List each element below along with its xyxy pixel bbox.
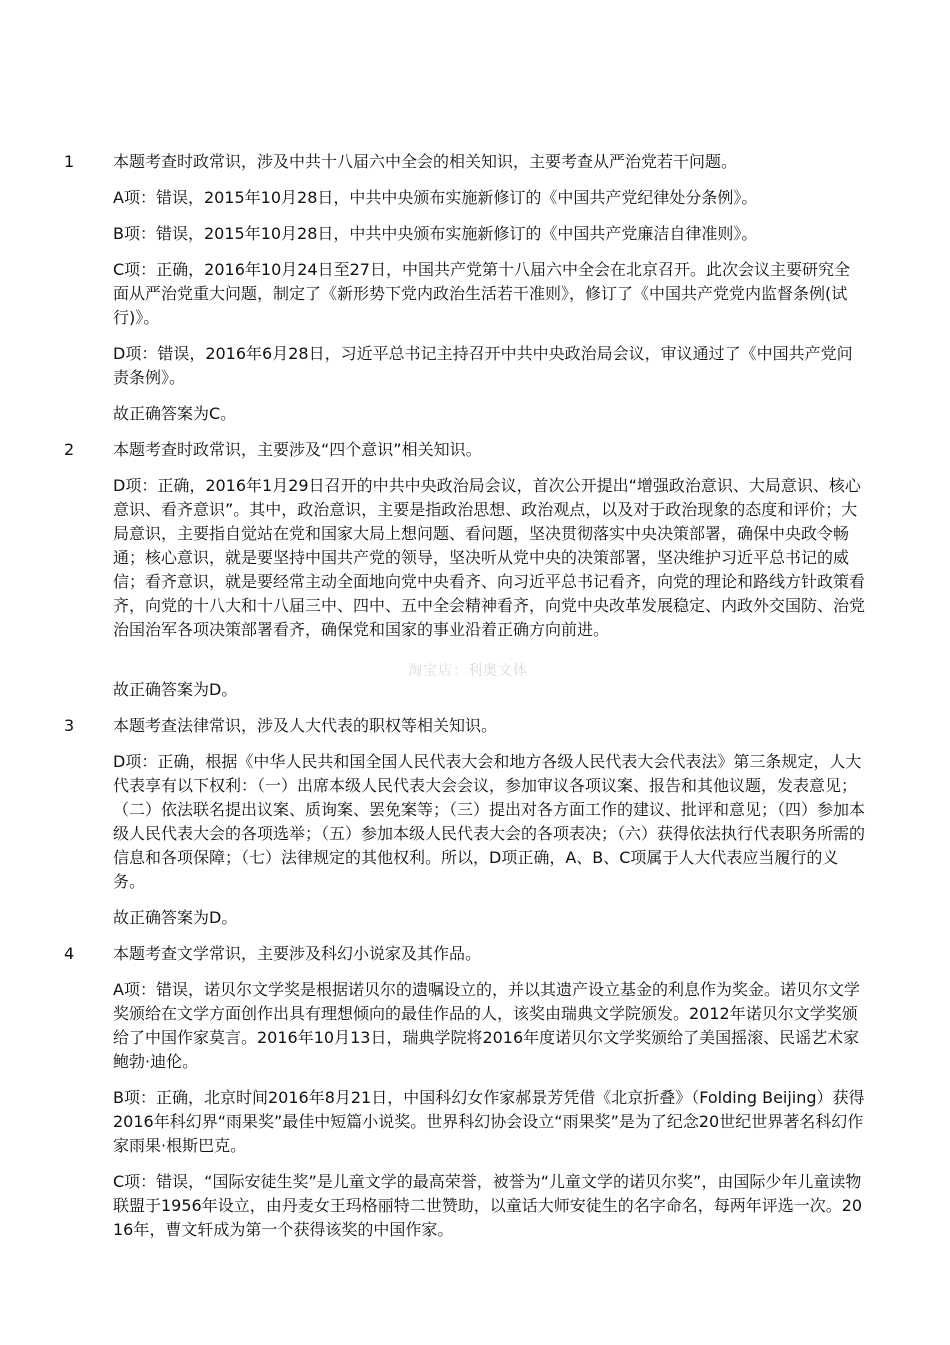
question-stem: 本题考查法律常识，涉及人大代表的职权等相关知识。 — [113, 716, 498, 735]
option-c-analysis: C项：错误，“国际安徒生奖”是儿童文学的最高荣誉，被誉为“儿童文学的诺贝尔奖”，由国际少年儿童读物联盟于1956年设立，由丹麦女王玛格丽特二世赞助，以童话大师安徒生的名字命名，每两年评选一次。2016年，曹文轩成为第一个获得该奖的中国作家。 — [113, 1172, 863, 1239]
question-stem: 本题考查时政常识，涉及中共十八届六中全会的相关知识，主要考查从严治党若干问题。 — [113, 152, 738, 171]
question-stem: 本题考查时政常识，主要涉及“四个意识”相关知识。 — [113, 440, 482, 459]
watermark: 淘宝店：利奥文体 — [408, 663, 528, 679]
question-number: 4 — [64, 944, 75, 963]
option-a-analysis: A项：错误，2015年10月28日，中共中央颁布实施新修订的《中国共产党纪律处分条例》。 — [113, 188, 758, 207]
question-number: 2 — [64, 440, 75, 459]
answer-line: 故正确答案为C。 — [113, 404, 237, 423]
option-a-analysis: A项：错误，诺贝尔文学奖是根据诺贝尔的遗嘱设立的，并以其遗产设立基金的利息作为奖金。诺贝尔文学奖颁给在文学方面创作出具有理想倾向的最佳作品的人，该奖由瑞典文学院颁发。2012年诺贝尔文学奖颁给了中国作家莫言。2016年10月13日，瑞典学院将2016年度诺贝尔文学奖颁给了美国摇滚、民谣艺术家鲍勃·迪伦。 — [113, 980, 860, 1071]
option-d-analysis: D项：正确，根据《中华人民共和国全国人民代表大会和地方各级人民代表大会代表法》第三条规定，人大代表享有以下权利：（一）出席本级人民代表大会会议，参加审议各项议案、报告和其他议题，发表意见；（二）依法联名提出议案、质询案、罢免案等；（三）提出对各方面工作的建议、批评和意见；（四）参加本级人民代表大会的各项选举；（五）参加本级人民代表大会的各项表决；（六）获得依法执行代表职务所需的信息和各项保障；（七）法律规定的其他权利。所以，D项正确，A、B、C项属于人大代表应当履行的义务。 — [113, 752, 866, 891]
option-b-analysis: B项：正确，北京时间2016年8月21日，中国科幻女作家郝景芳凭借《北京折叠》（Folding Beijing）获得2016年科幻界“雨果奖”最佳中短篇小说奖。世界科幻协会设立“雨果奖”是为了纪念20世纪世界著名科幻作家雨果·根斯巴克。 — [113, 1088, 865, 1155]
option-b-analysis: B项：错误，2015年10月28日，中共中央颁布实施新修订的《中国共产党廉洁自律准则》。 — [113, 224, 758, 243]
answer-line: 故正确答案为D。 — [113, 908, 238, 927]
question-number: 1 — [64, 152, 75, 171]
option-d-analysis: D项：错误，2016年6月28日，习近平总书记主持召开中共中央政治局会议，审议通过了《中国共产党问责条例》。 — [113, 344, 853, 387]
question-number: 3 — [64, 716, 75, 735]
option-c-analysis: C项：正确，2016年10月24日至27日，中国共产党第十八届六中全会在北京召开。此次会议主要研究全面从严治党重大问题，制定了《新形势下党内政治生活若干准则》，修订了《中国共产党党内监督条例(试行)》。 — [113, 260, 850, 327]
answer-line: 故正确答案为D。 — [113, 680, 238, 699]
question-stem: 本题考查文学常识，主要涉及科幻小说家及其作品。 — [113, 944, 482, 963]
option-d-analysis: D项：正确，2016年1月29日召开的中共中央政治局会议，首次公开提出“增强政治意识、大局意识、核心意识、看齐意识”。其中，政治意识，主要是指政治思想、政治观点，以及对于政治现象的态度和评价；大局意识，主要指自觉站在党和国家大局上想问题、看问题，坚决贯彻落实中央决策部署，确保中央政令畅通；核心意识，就是要坚持中国共产党的领导，坚决听从党中央的决策部署，坚决维护习近平总书记的威信；看齐意识，就是要经常主动全面地向党中央看齐、向习近平总书记看齐，向党的理论和路线方针政策看齐，向党的十八大和十八届三中、四中、五中全会精神看齐，向党中央改革发展稳定、内政外交国防、治党治国治军各项决策部署看齐，确保党和国家的事业沿着正确方向前进。 — [113, 476, 866, 639]
